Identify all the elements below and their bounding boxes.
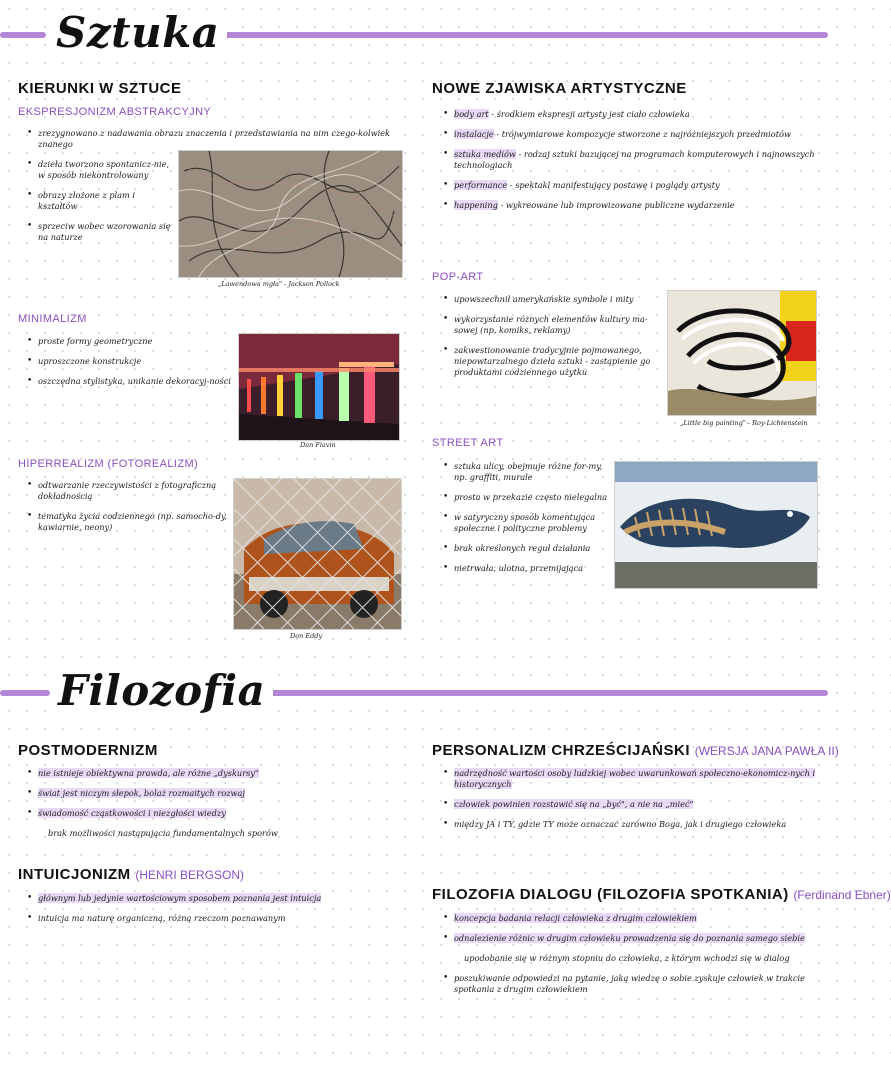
minimalizm-subheading: MINIMALIZM: [18, 313, 87, 325]
list-item: • człowiek powinien rozstawić się na „być", a nie na „mieć": [442, 799, 824, 810]
list-item: • zrezygnowano z nadawania obrazu znaczenia i przedstawiania na nim czego-kolwiek znanego: [26, 128, 423, 150]
nowe-zjawiska-list: [442, 109, 827, 220]
flavin-caption: Dan Flavin: [300, 441, 336, 449]
title-band-right: [178, 32, 828, 38]
list-item: • tematyka życia codziennego (np. samocho-dy, kawiarnie, neony): [26, 511, 231, 533]
title-band-left: [0, 690, 50, 696]
filozofia-dialogu-heading: FILOZOFIA DIALOGU (FILOZOFIA SPOTKANIA) (Ferdinand Ebner): [432, 886, 891, 903]
lichtenstein-caption: „Little big painting" - Roy Lichtenstein: [680, 419, 808, 427]
minimalizm-list: [26, 336, 231, 396]
postmodernizm-list: [26, 768, 406, 848]
list-item: • instalacje - trójwymiarowe kompozycje stworzone z najróżniejszych przedmiotów: [442, 129, 827, 140]
personalizm-heading: PERSONALIZM CHRZEŚCIJAŃSKI (WERSJA JANA PAWŁA II): [432, 742, 839, 759]
kierunki-heading: KIERUNKI W SZTUCE: [18, 80, 182, 97]
eddy-car-image: [233, 478, 402, 630]
intuicjonizm-list: [26, 893, 406, 933]
list-item: • głównym lub jedynie wartościowym sposobem poznania jest intuicja: [26, 893, 406, 904]
filozofia-dialogu-list: [442, 913, 824, 1004]
list-item: • oszczędna stylistyka, unikanie dekoracyj-ności: [26, 376, 231, 387]
list-item: • proste formy geometryczne: [26, 336, 231, 347]
personalizm-list: [442, 768, 824, 839]
list-item: • poszukiwanie odpowiedzi na pytanie, jaką wiedzę o sobie zyskuje człowiek w trakcie spotkania z drugim człowiekiem: [442, 973, 824, 995]
list-item: • intuicja ma naturę organiczną, różną rzeczom poznawanym: [26, 913, 406, 924]
list-item: • świat jest niczym słepok, bolaż rozmaitych rozwaj: [26, 788, 406, 799]
title-band-right: [205, 690, 828, 696]
list-item: • świadomość cząstkowości i niezgłości wiedzy: [26, 808, 406, 819]
pollock-caption: „Lawendowa mgła" - Jackson Pollock: [218, 280, 340, 288]
list-item: • body art - środkiem ekspresji artysty jest ciało człowieka: [442, 109, 827, 120]
list-item: • sztuka ulicy, obejmuje różne for-my, np. graffiti, murale: [442, 461, 610, 483]
list-item: • nie istnieje obiektywna prawda, ale różne „dyskursy": [26, 768, 406, 779]
list-item: • upowszechnił amerykańskie symbole i mity: [442, 294, 662, 305]
list-item: • performance - spektakl manifestujący postawę i poglądy artysty: [442, 180, 827, 191]
intuicjonizm-heading: INTUICJONIZM (HENRI BERGSON): [18, 866, 245, 883]
term-highlight: performance: [454, 180, 508, 190]
title-band-left: [0, 32, 46, 38]
list-item: • nietrwała, ulotna, przemijająca: [442, 563, 610, 574]
lichtenstein-image: [667, 290, 817, 416]
postmodernizm-heading: POSTMODERNIZM: [18, 742, 158, 759]
list-item: • prosta w przekazie często nielegalna: [442, 492, 610, 503]
list-item: brak możliwości nastąpującia fundamentalnych sporów: [48, 828, 278, 838]
streetart-list: [442, 461, 610, 583]
eddy-caption: Don Eddy: [290, 632, 323, 640]
filozofia-title: Filozofia: [50, 670, 273, 712]
list-item: • brak określonych reguł działania: [442, 543, 610, 554]
list-item: • sztuka mediów - rodzaj sztuki bazującej na programach komputerowych i najnowszych technologiach: [442, 149, 827, 171]
hiperrealizm-list: [26, 480, 231, 542]
hiperrealizm-subheading: HIPERREALIZM (FOTOREALIZM): [18, 458, 199, 470]
list-item: upodobanie się w różnym stopniu do człowieka, z którym wchodzi się w dialog: [464, 953, 790, 963]
flavin-neon-image: [238, 333, 400, 441]
streetart-subheading: STREET ART: [432, 437, 504, 449]
list-item: • sprzeciw wobec wzorowania się na naturze: [26, 221, 176, 243]
list-item: • odnalezienie różnic w drugim człowieku prowadzenia się do poznania samego siebie: [442, 933, 824, 944]
term-highlight: sztuka mediów: [454, 149, 516, 159]
list-item: • w satyryczny sposób komentująca społeczne i polityczne problemy: [442, 512, 610, 534]
list-item: • uproszczone konstrukcje: [26, 356, 231, 367]
list-item: • obrazy złożone z plam i kształtów: [26, 190, 176, 212]
popart-list: [442, 294, 662, 387]
term-highlight: happening: [454, 200, 498, 210]
list-item: • odtwarzanie rzeczywistości z fotograficzną dokładnością: [26, 480, 231, 502]
ekspresjonizm-subheading: EKSPRESJONIZM ABSTRAKCYJNY: [18, 106, 212, 118]
sztuka-title: Sztuka: [48, 12, 227, 54]
list-item: • między JA i TY, gdzie TY może oznaczać zarówno Boga, jak i drugiego człowieka: [442, 819, 824, 830]
list-item: • happening - wykreowane lub improwizowane publiczne wydarzenie: [442, 200, 827, 211]
nowe-zjawiska-heading: NOWE ZJAWISKA ARTYSTYCZNE: [432, 80, 687, 97]
list-item: • nadrzędność wartości osoby ludzkiej wobec uwarunkowań społeczno-ekonomicz-nych i historycznych: [442, 768, 824, 790]
street-art-mural-image: [614, 461, 818, 589]
pollock-painting-image: [178, 150, 403, 278]
list-item: • dzieła tworzono spontanicz-nie, w sposób niekontrolowany: [26, 159, 176, 181]
term-highlight: instalacje: [454, 129, 494, 139]
term-highlight: body art: [454, 109, 489, 119]
popart-subheading: POP-ART: [432, 271, 484, 283]
list-item: • zakwestionowanie tradycyjnie pojmowanego, niepowtarzalnego dzieła sztuki - zastąpienie go produktami codziennego użytku: [442, 345, 662, 378]
ekspresjonizm-list: [26, 128, 391, 252]
list-item: • koncepcja badania relacji człowieka z drugim człowiekiem: [442, 913, 824, 924]
list-item: • wykorzystanie różnych elementów kultury ma-sowej (np. komiks, reklamy): [442, 314, 662, 336]
